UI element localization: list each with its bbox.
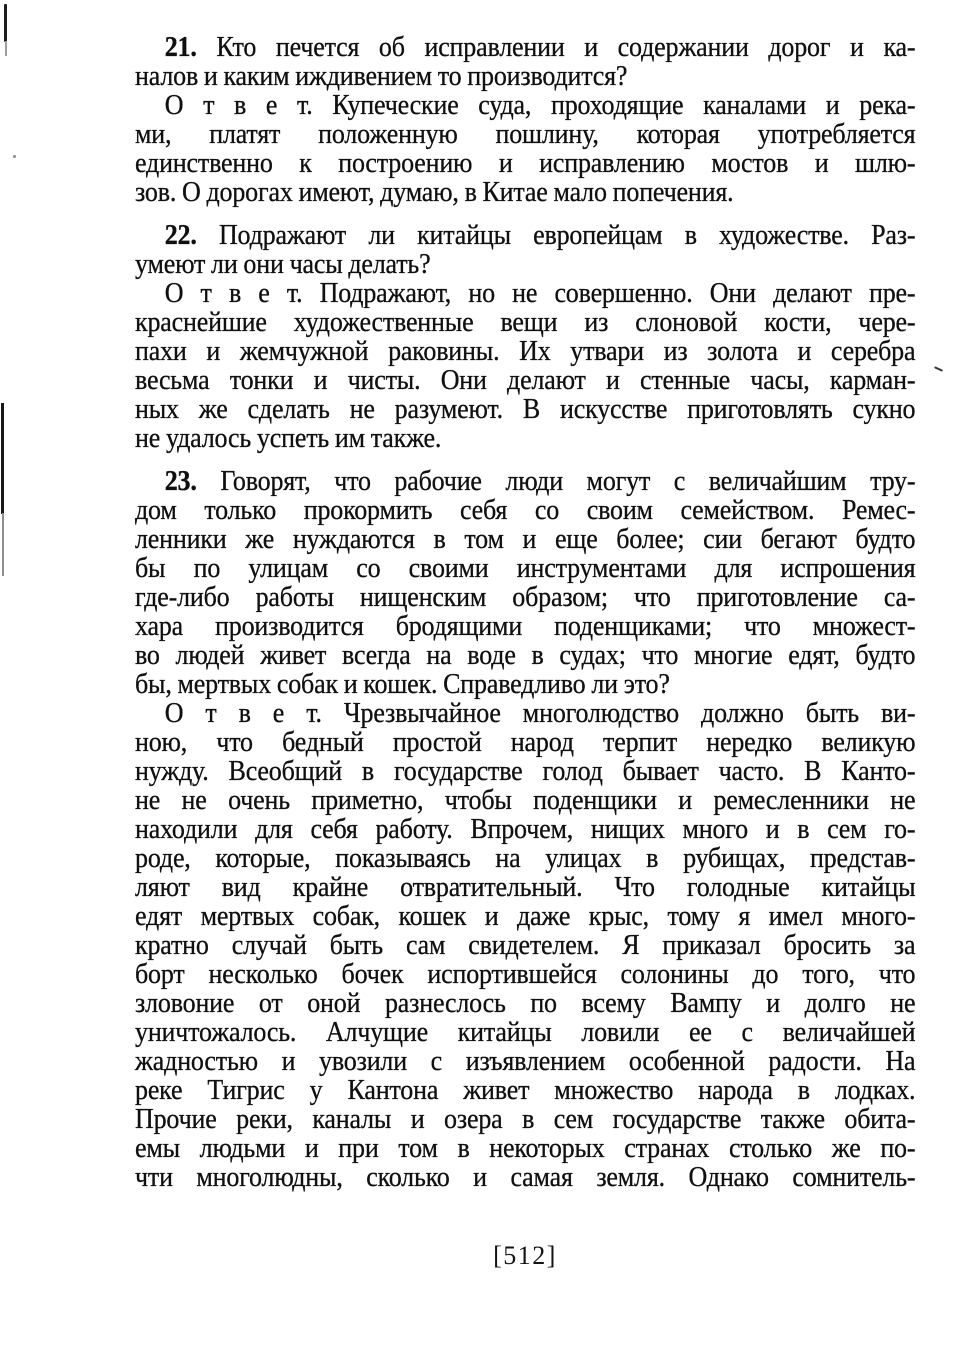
entry-number: 21.: [164, 32, 197, 63]
text-line: находили для себя работу. Впрочем, нищих много и в сем го-: [135, 814, 916, 845]
question-text: Подражают ли китайцы европейцам в художестве. Раз-: [218, 220, 916, 251]
text-line: хара производится бродящими поденщиками; что множест-: [135, 611, 916, 642]
scan-artifact-left-edge-line: [1, 403, 4, 514]
text-line: О т в е т. Купеческие суда, проходящие каналами и река-: [164, 90, 916, 121]
text-line: во людей живет всегда на воде в судах; что многие едят, будто: [135, 640, 916, 671]
text-line: дом только прокормить себя со своим семейством. Ремес-: [135, 495, 916, 526]
qa-entry-22: [135, 221, 915, 453]
scan-artifact-top-left-line: [4, 4, 7, 42]
text-line: бы, мертвых собак и кошек. Справедливо ли это?: [135, 669, 670, 700]
text-line: краснейшие художественные вещи из слоновой кости, чере-: [135, 307, 916, 338]
text-line: уничтожалось. Алчущие китайцы ловили ее с величайшей: [135, 1017, 916, 1048]
text-line: О т в е т. Подражают, но не совершенно. Они делают пре-: [164, 278, 916, 309]
question-text: Кто печется об исправлении и содержании дорог и ка-: [216, 32, 916, 63]
text-line: реке Тигрис у Кантона живет множество народа в лодках.: [135, 1075, 916, 1106]
text-line: где-либо работы нищенским образом; что приготовление са-: [135, 582, 916, 613]
text-line: весьма тонки и чисты. Они делают и стенные часы, карман-: [135, 365, 916, 396]
text-line: пахи и жемчужной раковины. Их утвари из золота и серебра: [135, 336, 916, 367]
text-line: бы по улицам со своими инструментами для испрошения: [135, 553, 916, 584]
text-line: борт несколько бочек испортившейся солонины до того, что: [135, 959, 916, 990]
text-line: Прочие реки, каналы и озера в сем государстве также обита-: [135, 1104, 916, 1135]
text-line: зловоние от оной разнеслось по всему Вампу и долго не: [135, 988, 916, 1019]
text-line: [135, 467, 915, 496]
entry-number: 23.: [164, 466, 197, 497]
text-line: зов. О дорогах имеют, думаю, в Китае мало попечения.: [135, 177, 734, 208]
text-line: единственно к построению и исправлению мостов и шлю-: [135, 148, 916, 179]
text-line: ляют вид крайне отвратительный. Что голодные китайцы: [135, 872, 916, 903]
entry-number: 22.: [164, 220, 197, 251]
text-line: не не очень приметно, чтобы поденщики и ремесленники не: [135, 785, 916, 816]
qa-entry-23: [135, 467, 915, 1192]
qa-entry-21: [135, 33, 915, 207]
text-line: [135, 33, 915, 62]
scan-artifact-top-left-line-tail: [5, 41, 7, 56]
text-line: налов и каким иждивением то производится?: [135, 61, 628, 92]
text-line: нужду. Всеобщий в государстве голод бывает часто. В Канто-: [135, 756, 916, 787]
text-line: чти многолюдны, сколько и самая земля. Однако сомнитель-: [135, 1162, 916, 1193]
text-line: ных же сделать не разумеют. В искусстве приготовлять сукно: [135, 394, 916, 425]
scan-artifact-right-tick: [934, 366, 943, 372]
text-line: не удалось успеть им также.: [135, 423, 442, 454]
text-line: [135, 221, 915, 250]
text-line: умеют ли они часы делать?: [135, 249, 431, 280]
page-text: [135, 33, 915, 1192]
question-text: Говорят, что рабочие люди могут с величайшим тру-: [220, 466, 916, 497]
text-line: едят мертвых собак, кошек и даже крыс, тому я имел много-: [135, 901, 916, 932]
page-number: [512]: [493, 1241, 557, 1270]
text-line: жадностью и увозили с изъявлением особенной радости. На: [135, 1046, 916, 1077]
text-line: кратно случай быть сам свидетелем. Я приказал бросить за: [135, 930, 916, 961]
text-line: ленники же нуждаются в том и еще более; сии бегают будто: [135, 524, 916, 555]
text-line: О т в е т. Чрезвычайное многолюдство должно быть ви-: [164, 698, 916, 729]
text-line: емы людьми и при том в некоторых странах столько же по-: [135, 1133, 916, 1164]
text-line: роде, которые, показываясь на улицах в рубищах, представ-: [135, 843, 916, 874]
scan-artifact-speck: [13, 155, 16, 158]
scan-artifact-left-edge-line-tail: [2, 513, 4, 576]
text-line: ми, платят положенную пошлину, которая употребляется: [135, 119, 916, 150]
text-line: ною, что бедный простой народ терпит нередко великую: [135, 727, 916, 758]
